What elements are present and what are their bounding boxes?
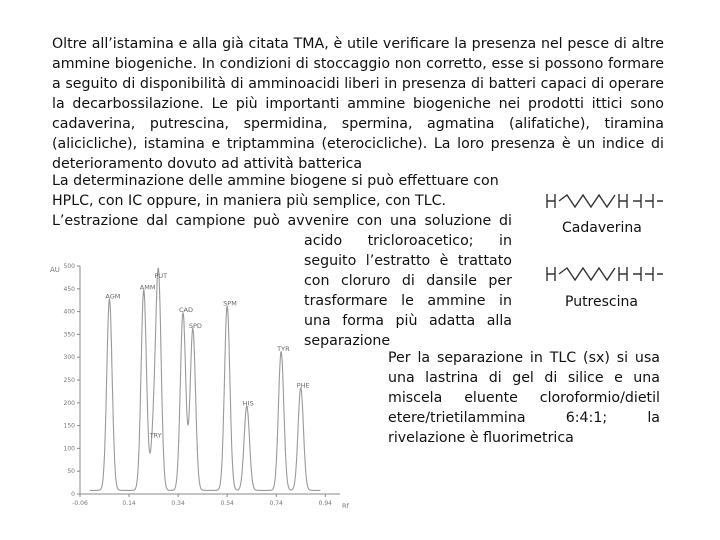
peak-label-spd: SPD <box>188 322 202 331</box>
peak-label-spm: SPM <box>223 299 237 308</box>
tlc-paragraph: Per la separazione in TLC (sx) si usa una lastrina di gel di silice e una miscela eluente cloroformio/dietil etere/trietilammina 6:4:1; la rivelazione è fluorimetrica <box>388 350 660 446</box>
y-tick-label: 350 <box>63 331 75 339</box>
x-tick-label: 0.34 <box>171 500 185 507</box>
y-tick-label: 500 <box>63 263 75 270</box>
determination-paragraph <box>52 171 512 231</box>
peak-label-his: HIS <box>242 399 254 408</box>
y-tick-label: 250 <box>63 377 75 384</box>
x-tick-label: 0.74 <box>269 500 283 507</box>
cadaverine-structure-icon <box>545 190 665 212</box>
peak-label-try: TRY <box>149 431 162 440</box>
y-tick-label: 50 <box>67 468 75 476</box>
determination-line-3: L’estrazione dal campione può avvenire con una soluzione di <box>52 213 512 229</box>
y-tick-label: 100 <box>63 445 75 453</box>
peak-label-tyr: TYR <box>277 344 290 353</box>
y-tick-label: 200 <box>63 399 75 407</box>
densitometric-chromatogram <box>44 258 350 508</box>
chromatogram-trace <box>90 268 321 490</box>
peak-label-amm: AMM <box>139 283 156 292</box>
x-tick-label: 0.54 <box>220 500 234 507</box>
intro-paragraph: Oltre all’istamina e alla già citata TMA, è utile verificare la presenza nel pesce di altre ammine biogeniche. In condizioni di stoccaggio non corretto, esse si possono formare a seguito di disponibilità di amminoacidi liberi in presenza di batteri capaci di operare la decarbossilazione. Le più importanti ammine biogeniche nei prodotti ittici sono cadaverina, putrescina, spermidina, spermina, agmatina (alifatiche), tiramina (alicicliche), istamina e triptammina (eterocicliche). La loro presenza è un indice di deterioramento dovuto ad attività batterica <box>52 36 664 172</box>
y-tick-label: 400 <box>63 308 75 316</box>
cadaverina-label: Cadaverina <box>562 220 642 236</box>
peak-label-phe: PHE <box>296 381 310 390</box>
x-axis-label: Rf <box>342 502 349 508</box>
putrescine-structure-icon <box>545 263 665 285</box>
peak-label-cad: CAD <box>179 306 194 315</box>
y-tick-label: 450 <box>63 285 75 293</box>
peak-label-agm: AGM <box>105 292 121 301</box>
y-tick-label: 0 <box>71 491 75 498</box>
peak-label-put: PUT <box>154 271 168 280</box>
putrescina-label: Putrescina <box>565 294 638 310</box>
y-axis-label: AU <box>50 266 60 274</box>
y-tick-label: 300 <box>63 354 75 362</box>
y-tick-label: 150 <box>63 422 75 430</box>
determination-line-1: La determinazione delle ammine biogene si può effettuare con <box>52 173 499 189</box>
x-tick-label: 0.94 <box>318 500 332 507</box>
determination-paragraph-continued: acido tricloroacetico; in seguito l’estratto è trattato con cloruro di dansile per trasformare le ammine in una forma più adatta alla separazione <box>304 233 512 349</box>
x-tick-label: 0.14 <box>122 500 136 507</box>
x-tick-label: -0.06 <box>72 500 88 507</box>
determination-line-2: HPLC, con IC oppure, in maniera più semplice, con TLC. <box>52 193 447 209</box>
